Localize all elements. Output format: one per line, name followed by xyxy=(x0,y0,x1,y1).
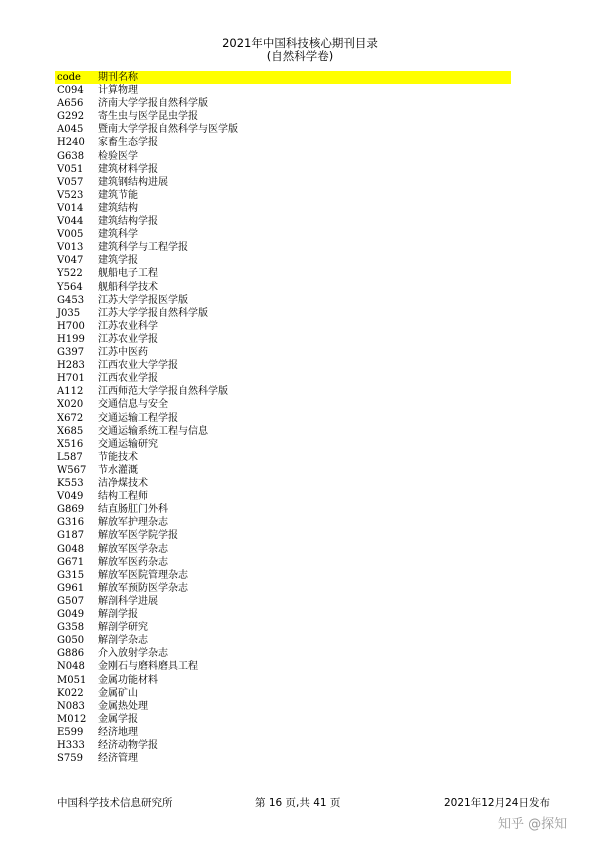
journal-name: 建筑结构学报 xyxy=(98,216,158,227)
journal-code: G315 xyxy=(57,569,85,581)
journal-code: E599 xyxy=(57,726,84,738)
journal-code: X020 xyxy=(57,399,84,411)
column-header-code: code xyxy=(57,72,81,83)
journal-code: J035 xyxy=(57,307,81,319)
journal-name: 检验医学 xyxy=(98,150,138,162)
journal-code: H701 xyxy=(57,373,85,385)
journal-code: G187 xyxy=(57,530,85,542)
journal-name: 建筑钢结构进展 xyxy=(98,176,168,188)
journal-code: L587 xyxy=(57,451,83,463)
journal-code: N048 xyxy=(57,661,85,673)
journal-name: 金属矿山 xyxy=(98,687,138,699)
journal-code: V057 xyxy=(57,176,84,188)
journal-name: 解剖学杂志 xyxy=(98,635,148,647)
journal-name: 舰船科学技术 xyxy=(98,281,158,293)
journal-code: G316 xyxy=(57,517,85,529)
journal-name: 节水灌溉 xyxy=(98,464,138,476)
journal-name: 经济地理 xyxy=(98,726,138,738)
journal-name: 江苏农业学报 xyxy=(98,333,158,345)
journal-name: 建筑结构 xyxy=(98,202,138,214)
journal-name: 结构工程师 xyxy=(98,491,148,503)
journal-code: G507 xyxy=(57,595,85,607)
journal-code: V049 xyxy=(57,491,84,503)
journal-code: V047 xyxy=(57,255,84,267)
journal-code: X516 xyxy=(57,438,84,450)
journal-name: 经济管理 xyxy=(98,753,138,765)
journal-code: G397 xyxy=(57,347,85,358)
journal-name: 家畜生态学报 xyxy=(98,137,158,149)
journal-code: H240 xyxy=(57,137,85,149)
page-title: 2021年中国科技核心期刊目录 xyxy=(222,36,378,50)
journal-code: G292 xyxy=(57,111,85,123)
footer-date: 2021年12月24日发布 xyxy=(444,797,550,809)
journal-name: 江西农业大学学报 xyxy=(98,360,178,372)
journal-name: 江苏农业科学 xyxy=(98,320,158,332)
journal-code: A112 xyxy=(57,386,84,398)
journal-code: S759 xyxy=(57,753,83,765)
journal-name: 解放军医药杂志 xyxy=(98,556,168,568)
journal-code: X672 xyxy=(57,412,84,424)
journal-code: M012 xyxy=(57,713,87,725)
footer-page-number: 第 16 页,共 41 页 xyxy=(255,797,341,809)
journal-code: V051 xyxy=(57,163,84,175)
journal-code: N083 xyxy=(57,700,85,712)
journal-code: G886 xyxy=(57,648,85,660)
journal-code: G869 xyxy=(57,504,85,516)
watermark: 知乎 @探知 xyxy=(498,817,568,832)
journal-name: 解放军医学院学报 xyxy=(98,530,178,542)
journal-name: 江西师范大学学报自然科学版 xyxy=(98,386,228,398)
journal-name: 解放军医院管理杂志 xyxy=(98,569,188,581)
journal-name: 交通信息与安全 xyxy=(98,399,168,411)
journal-name: 经济动物学报 xyxy=(98,740,158,751)
journal-code: M051 xyxy=(57,674,87,686)
journal-code: H700 xyxy=(57,320,85,332)
journal-code: G961 xyxy=(57,582,85,594)
journal-code: V044 xyxy=(57,216,84,227)
footer-publisher: 中国科学技术信息研究所 xyxy=(57,797,173,809)
journal-code: Y522 xyxy=(57,268,83,280)
column-header-name: 期刊名称 xyxy=(98,72,138,83)
journal-name: 结直肠肛门外科 xyxy=(98,504,168,516)
journal-name: 交通运输工程学报 xyxy=(98,412,178,424)
journal-code: Y564 xyxy=(57,281,83,293)
journal-name: 建筑材料学报 xyxy=(98,163,158,175)
journal-code: G048 xyxy=(57,543,85,555)
journal-name: 节能技术 xyxy=(98,451,138,463)
journal-name: 解剖学报 xyxy=(98,609,138,620)
journal-name: 计算物理 xyxy=(98,85,138,96)
journal-code: G671 xyxy=(57,556,85,568)
journal-code: H283 xyxy=(57,360,85,372)
journal-name: 舰船电子工程 xyxy=(98,268,158,280)
journal-code: G453 xyxy=(57,294,85,306)
table-header-row xyxy=(55,71,511,84)
journal-code: G638 xyxy=(57,150,85,162)
journal-name: 金属功能材料 xyxy=(98,674,158,686)
journal-name: 交通运输系统工程与信息 xyxy=(98,425,208,437)
journal-name: 介入放射学杂志 xyxy=(98,648,168,660)
journal-code: V014 xyxy=(57,202,84,214)
journal-code: X685 xyxy=(57,425,84,437)
journal-name: 金属学报 xyxy=(98,713,138,725)
journal-code: C094 xyxy=(57,85,84,96)
journal-code: G050 xyxy=(57,635,85,647)
page-subtitle: (自然科学卷) xyxy=(266,49,334,63)
journal-name: 江西农业学报 xyxy=(98,373,158,385)
journal-name: 建筑学报 xyxy=(98,255,138,267)
journal-name: 交通运输研究 xyxy=(98,438,158,450)
journal-name: 济南大学学报自然科学版 xyxy=(98,98,208,110)
journal-name: 江苏中医药 xyxy=(98,347,148,358)
journal-name: 江苏大学学报自然科学版 xyxy=(98,307,208,319)
journal-code: H199 xyxy=(57,333,85,345)
journal-code: H333 xyxy=(57,740,85,751)
journal-code: A045 xyxy=(57,124,84,136)
journal-name: 寄生虫与医学昆虫学报 xyxy=(98,111,198,123)
journal-name: 建筑科学与工程学报 xyxy=(98,242,188,254)
journal-code: G358 xyxy=(57,622,85,634)
journal-name: 建筑节能 xyxy=(98,189,138,201)
journal-name: 金属热处理 xyxy=(98,700,148,712)
journal-code: G049 xyxy=(57,609,85,620)
journal-code: V523 xyxy=(57,189,84,201)
journal-code: V013 xyxy=(57,242,84,254)
journal-code: K553 xyxy=(57,478,84,489)
journal-code: K022 xyxy=(57,687,84,699)
journal-code: W567 xyxy=(57,464,87,476)
journal-name: 解剖科学进展 xyxy=(98,595,158,607)
journal-name: 解放军预防医学杂志 xyxy=(98,582,188,594)
journal-name: 解放军护理杂志 xyxy=(98,517,168,529)
journal-name: 金刚石与磨料磨具工程 xyxy=(98,661,198,673)
journal-name: 暨南大学学报自然科学与医学版 xyxy=(98,124,238,136)
journal-name: 建筑科学 xyxy=(98,229,138,241)
journal-name: 洁净煤技术 xyxy=(98,478,148,489)
journal-name: 江苏大学学报医学版 xyxy=(98,294,188,306)
journal-name: 解放军医学杂志 xyxy=(98,543,168,555)
journal-code: A656 xyxy=(57,98,84,110)
journal-code: V005 xyxy=(57,229,84,241)
journal-name: 解剖学研究 xyxy=(98,622,148,634)
